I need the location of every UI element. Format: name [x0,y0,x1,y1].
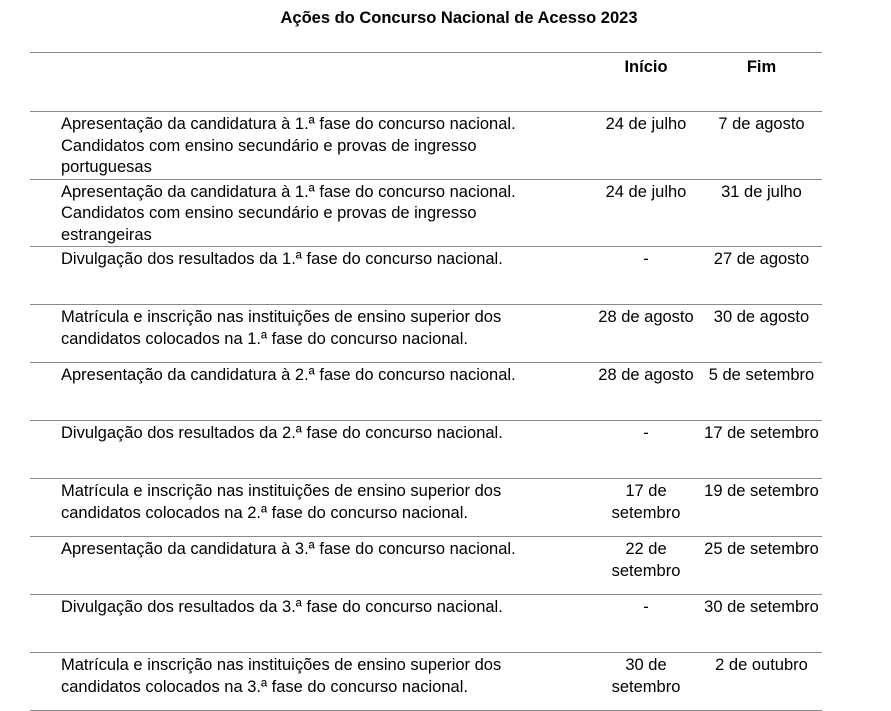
action-cell [30,305,591,363]
header-start: Início [591,53,701,112]
end-date: 30 de setembro [701,595,822,653]
end-date: 5 de setembro [701,363,822,421]
end-date: 27 de agosto [701,247,822,305]
page-title: Ações do Concurso Nacional de Acesso 2023 [280,9,638,27]
start-date: 30 de setembro [591,653,701,711]
table-row [30,363,822,421]
action-line: Matrícula e inscrição nas instituições de ensino superior dos [61,482,502,500]
action-line: Divulgação dos resultados da 1.ª fase do concurso nacional. [61,250,503,268]
table-row [30,179,822,247]
action-cell [30,363,591,421]
action-line: Candidatos com ensino secundário e provas de ingresso [61,136,477,155]
start-date: 24 de julho [591,179,701,247]
action-cell [30,247,591,305]
end-date: 30 de agosto [701,305,822,363]
action-cell [30,112,591,180]
start-date: - [591,247,701,305]
action-line: Apresentação da candidatura à 3.ª fase do concurso nacional. [61,540,516,558]
start-date: 17 de setembro [591,479,701,537]
start-date: 28 de agosto [591,305,701,363]
header-end: Fim [701,53,822,112]
schedule-table [30,52,822,711]
action-line: Apresentação da candidatura à 1.ª fase do concurso nacional. [61,115,516,133]
action-cell [30,421,591,479]
action-line: Matrícula e inscrição nas instituições de ensino superior dos [61,308,502,326]
action-line: Divulgação dos resultados da 2.ª fase do concurso nacional. [61,424,503,442]
end-date: 25 de setembro [701,537,822,595]
start-date: 24 de julho [591,112,701,180]
action-cell [30,179,591,247]
table-header-row [30,53,822,112]
end-date: 19 de setembro [701,479,822,537]
table-body [30,112,822,711]
table-row [30,247,822,305]
end-date: 17 de setembro [701,421,822,479]
action-cell [30,537,591,595]
table-row [30,479,822,537]
table-row [30,421,822,479]
action-cell [30,479,591,537]
end-date: 2 de outubro [701,653,822,711]
action-line: candidatos colocados na 3.ª fase do concurso nacional. [61,677,468,696]
action-line: Candidatos com ensino secundário e provas de ingresso [61,204,477,222]
table-row [30,595,822,653]
action-line: estrangeiras [61,225,152,244]
action-cell [30,653,591,711]
action-line: Apresentação da candidatura à 1.ª fase do concurso nacional. [61,182,516,201]
header-action [30,53,591,112]
action-line: candidatos colocados na 2.ª fase do concurso nacional. [61,503,468,522]
action-line: Apresentação da candidatura à 2.ª fase do concurso nacional. [61,366,516,384]
end-date: 7 de agosto [701,112,822,180]
table-row [30,537,822,595]
start-date: - [591,421,701,479]
action-line: candidatos colocados na 1.ª fase do concurso nacional. [61,329,468,348]
action-cell [30,595,591,653]
start-date: 28 de agosto [591,363,701,421]
action-line: Matrícula e inscrição nas instituições de ensino superior dos [61,656,502,674]
table-row [30,653,822,711]
action-line: Divulgação dos resultados da 3.ª fase do concurso nacional. [61,598,503,616]
table-row [30,112,822,180]
start-date: 22 de setembro [591,537,701,595]
end-date: 31 de julho [701,179,822,247]
table-row [30,305,822,363]
start-date: - [591,595,701,653]
action-line: portuguesas [61,158,152,176]
